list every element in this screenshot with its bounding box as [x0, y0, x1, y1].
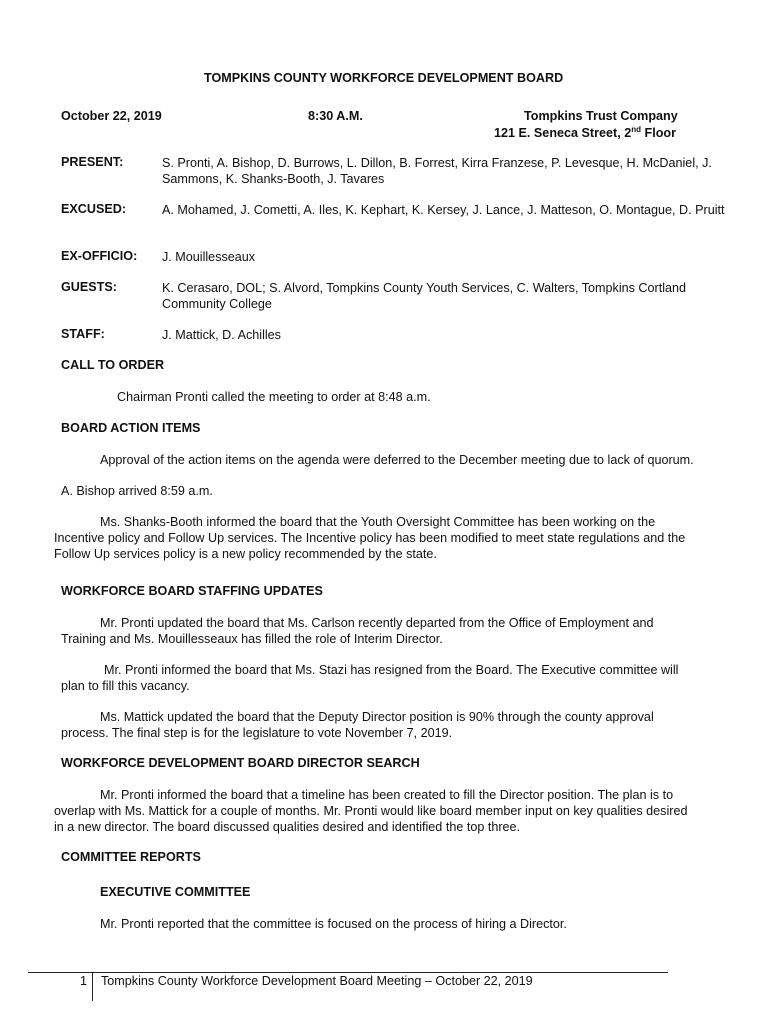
youth-committee-line: Incentive policy and Follow Up services. The Incentive policy has been modified to meet state regulations and the: [54, 531, 686, 545]
location-address: 121 E. Seneca Street, 2nd Floor: [494, 125, 676, 141]
bishop-arrival: A. Bishop arrived 8:59 a.m.: [61, 484, 213, 498]
staffing-paragraph-line: Ms. Mattick updated the board that the Deputy Director position is 90% through the county approval: [100, 710, 654, 724]
executive-committee-text: Mr. Pronti reported that the committee is focused on the process of hiring a Director.: [100, 917, 567, 931]
staffing-heading: WORKFORCE BOARD STAFFING UPDATES: [61, 584, 323, 598]
present-label: PRESENT:: [61, 155, 124, 169]
exofficio-label: EX-OFFICIO:: [61, 249, 138, 263]
footer-text: Tompkins County Workforce Development Board Meeting – October 22, 2019: [101, 974, 533, 988]
youth-committee-line: Ms. Shanks-Booth informed the board that the Youth Oversight Committee has been working on the: [100, 515, 656, 529]
staffing-paragraph-line: plan to fill this vacancy.: [61, 679, 190, 693]
staffing-paragraph-line: Mr. Pronti updated the board that Ms. Carlson recently departed from the Office of Employment and: [100, 616, 654, 630]
staff-label: STAFF:: [61, 327, 105, 341]
footer-rule: [28, 972, 668, 973]
meeting-date: October 22, 2019: [61, 109, 162, 123]
document-title: TOMPKINS COUNTY WORKFORCE DEVELOPMENT BOARD: [204, 71, 564, 85]
director-search-line: overlap with Ms. Mattick for a couple of months. Mr. Pronti would like board member input on key qualities desired: [54, 804, 688, 818]
committee-reports-heading: COMMITTEE REPORTS: [61, 850, 201, 864]
footer-divider: [92, 972, 93, 1001]
call-to-order-heading: CALL TO ORDER: [61, 358, 165, 372]
meeting-time: 8:30 A.M.: [308, 109, 363, 123]
excused-label: EXCUSED:: [61, 202, 127, 216]
excused-list: A. Mohamed, J. Cometti, A. Iles, K. Kephart, K. Kersey, J. Lance, J. Matteson, O. Montague, D. Pruitt: [162, 203, 725, 217]
director-search-line: in a new director. The board discussed qualities desired and identified the top three.: [54, 820, 521, 834]
guests-list: K. Cerasaro, DOL; S. Alvord, Tompkins County Youth Services, C. Walters, Tompkins Cortland Community College: [162, 281, 687, 311]
staffing-paragraph-line: Mr. Pronti informed the board that Ms. Stazi has resigned from the Board. The Executive committee will: [104, 663, 679, 677]
youth-committee-line: Follow Up services policy is a new policy recommended by the state.: [54, 547, 437, 561]
director-search-heading: WORKFORCE DEVELOPMENT BOARD DIRECTOR SEARCH: [61, 756, 420, 770]
board-action-heading: BOARD ACTION ITEMS: [61, 421, 201, 435]
call-to-order-text: Chairman Pronti called the meeting to order at 8:48 a.m.: [117, 390, 431, 404]
guests-label: GUESTS:: [61, 280, 117, 294]
page-number: 1: [80, 974, 88, 988]
director-search-line: Mr. Pronti informed the board that a timeline has been created to fill the Director position. The plan is to: [100, 788, 674, 802]
board-action-paragraph: Approval of the action items on the agenda were deferred to the December meeting due to lack of quorum.: [100, 453, 694, 467]
present-list: S. Pronti, A. Bishop, D. Burrows, L. Dillon, B. Forrest, Kirra Franzese, P. Levesque, H. McDaniel, J. Sammons, K. Shanks-Booth, J. Tavares: [162, 156, 712, 186]
exofficio-list: J. Mouillesseaux: [162, 250, 256, 264]
staffing-paragraph-line: process. The final step is for the legislature to vote November 7, 2019.: [61, 726, 453, 740]
executive-committee-heading: EXECUTIVE COMMITTEE: [100, 885, 251, 899]
staff-list: J. Mattick, D. Achilles: [162, 328, 281, 342]
staffing-paragraph-line: Training and Ms. Mouillesseaux has filled the role of Interim Director.: [61, 632, 443, 646]
location-name: Tompkins Trust Company: [524, 109, 678, 123]
